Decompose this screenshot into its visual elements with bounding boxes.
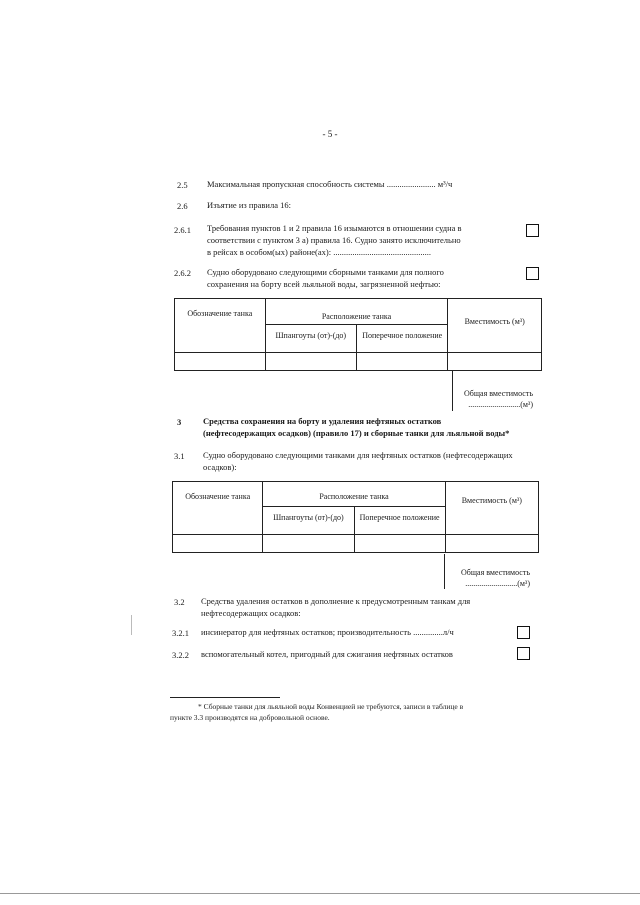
scan-mark <box>131 615 132 635</box>
table-2-cell[interactable] <box>173 535 263 553</box>
footnote-line-2: пункте 3.3 производятся на добровольной основе. <box>170 713 330 722</box>
table-2-header-designation: Обозначение танка <box>173 482 263 535</box>
section-2-6-2-text <box>207 266 517 290</box>
table-1-cell[interactable] <box>357 353 448 371</box>
table-2-header-frames: Шпангоуты (от)-(до) <box>263 507 354 535</box>
tank-table-1 <box>174 298 542 371</box>
section-2-6-2-line-2: сохранения на борту всей льяльной воды, загрязненной нефтью: <box>207 279 441 289</box>
table-2-cell[interactable] <box>263 535 354 553</box>
table-2-total-value[interactable]: ..........................(м³) <box>465 579 530 588</box>
table-1-total-label: Общая вместимость <box>464 389 533 398</box>
section-number-3-1: 3.1 <box>174 451 185 461</box>
section-3-heading-line-1: Средства сохранения на борту и удаления нефтяных остатков <box>203 416 442 426</box>
table-1-cell[interactable] <box>175 353 266 371</box>
table-2-header-capacity: Вместимость (м³) <box>445 482 538 535</box>
section-number-2-6-1: 2.6.1 <box>174 225 191 235</box>
footnote-line-1: * Сборные танки для льяльной воды Конвенцией не требуются, записи в таблице в <box>198 702 464 711</box>
section-2-6-1-line-1: Требования пунктов 1 и 2 правила 16 изымаются в отношении судна в <box>207 223 462 233</box>
section-3-2-line-1: Средства удаления остатков в дополнение к предусмотренным танкам для <box>201 596 471 606</box>
section-number-3-2-1: 3.2.1 <box>172 628 189 638</box>
section-3-1-line-2: осадков): <box>203 462 237 472</box>
table-1-total <box>442 388 533 410</box>
table-1-cell[interactable] <box>265 353 356 371</box>
section-2-5-text: Максимальная пропускная способность системы ....................... м³/ч <box>207 179 453 189</box>
tank-table-2 <box>172 481 539 553</box>
table-1-header-location: Расположение танка <box>265 299 448 325</box>
table-1-header-frames: Шпангоуты (от)-(до) <box>265 325 356 353</box>
page-number: - 5 - <box>322 129 338 139</box>
section-3-heading <box>203 415 548 439</box>
section-2-6-text: Изъятие из правила 16: <box>207 200 291 210</box>
checkbox-2-6-2[interactable] <box>526 267 539 280</box>
section-number-3-2-2: 3.2.2 <box>172 650 189 660</box>
table-1-header-capacity: Вместимость (м³) <box>448 299 542 353</box>
section-3-2-line-2: нефтесодержащих осадков: <box>201 608 301 618</box>
section-2-6-1-line-3: в рейсах в особом(ых) районе(ах): .............................................. <box>207 247 431 257</box>
section-2-6-1-line-2: соответствии с пунктом 3 a) правила 16. Судно занято исключительно <box>207 235 461 245</box>
section-number-3-2: 3.2 <box>174 597 185 607</box>
section-2-6-2-line-1: Судно оборудовано следующими сборными танками для полного <box>207 267 444 277</box>
table-1-header-designation: Обозначение танка <box>175 299 266 353</box>
table-1-total-value[interactable]: ..........................(м³) <box>468 400 533 409</box>
section-3-2-1-text: инсинератор для нефтяных остатков; производительность ..............л/ч <box>201 627 454 637</box>
section-3-heading-line-2: (нефтесодержащих осадков) (правило 17) и сборные танки для льяльной воды* <box>203 428 510 438</box>
table-1-cell[interactable] <box>448 353 542 371</box>
footnote <box>170 701 530 723</box>
checkbox-2-6-1[interactable] <box>526 224 539 237</box>
section-3-1-line-1: Судно оборудовано следующими танками для нефтяных остатков (нефтесодержащих <box>203 450 513 460</box>
checkbox-3-2-1[interactable] <box>517 626 530 639</box>
section-3-2-text <box>201 595 541 619</box>
section-number-2-6-2: 2.6.2 <box>174 268 191 278</box>
section-3-2-2-text: вспомогательный котел, пригодный для сжигания нефтяных остатков <box>201 649 453 659</box>
table-2-header-location: Расположение танка <box>263 482 445 507</box>
scan-edge-line <box>0 893 640 894</box>
table-2-total <box>434 567 530 589</box>
section-number-2-6: 2.6 <box>177 201 188 211</box>
section-3-1-text <box>203 449 548 473</box>
table-2-cell[interactable] <box>445 535 538 553</box>
section-2-6-1-text <box>207 222 517 258</box>
table-2-header-lateral: Поперечное положение <box>354 507 445 535</box>
section-number-2-5: 2.5 <box>177 180 188 190</box>
table-1-header-lateral: Поперечное положение <box>357 325 448 353</box>
checkbox-3-2-2[interactable] <box>517 647 530 660</box>
section-number-3: 3 <box>177 417 182 427</box>
table-2-cell[interactable] <box>354 535 445 553</box>
footnote-separator <box>170 697 280 698</box>
table-2-total-label: Общая вместимость <box>461 568 530 577</box>
